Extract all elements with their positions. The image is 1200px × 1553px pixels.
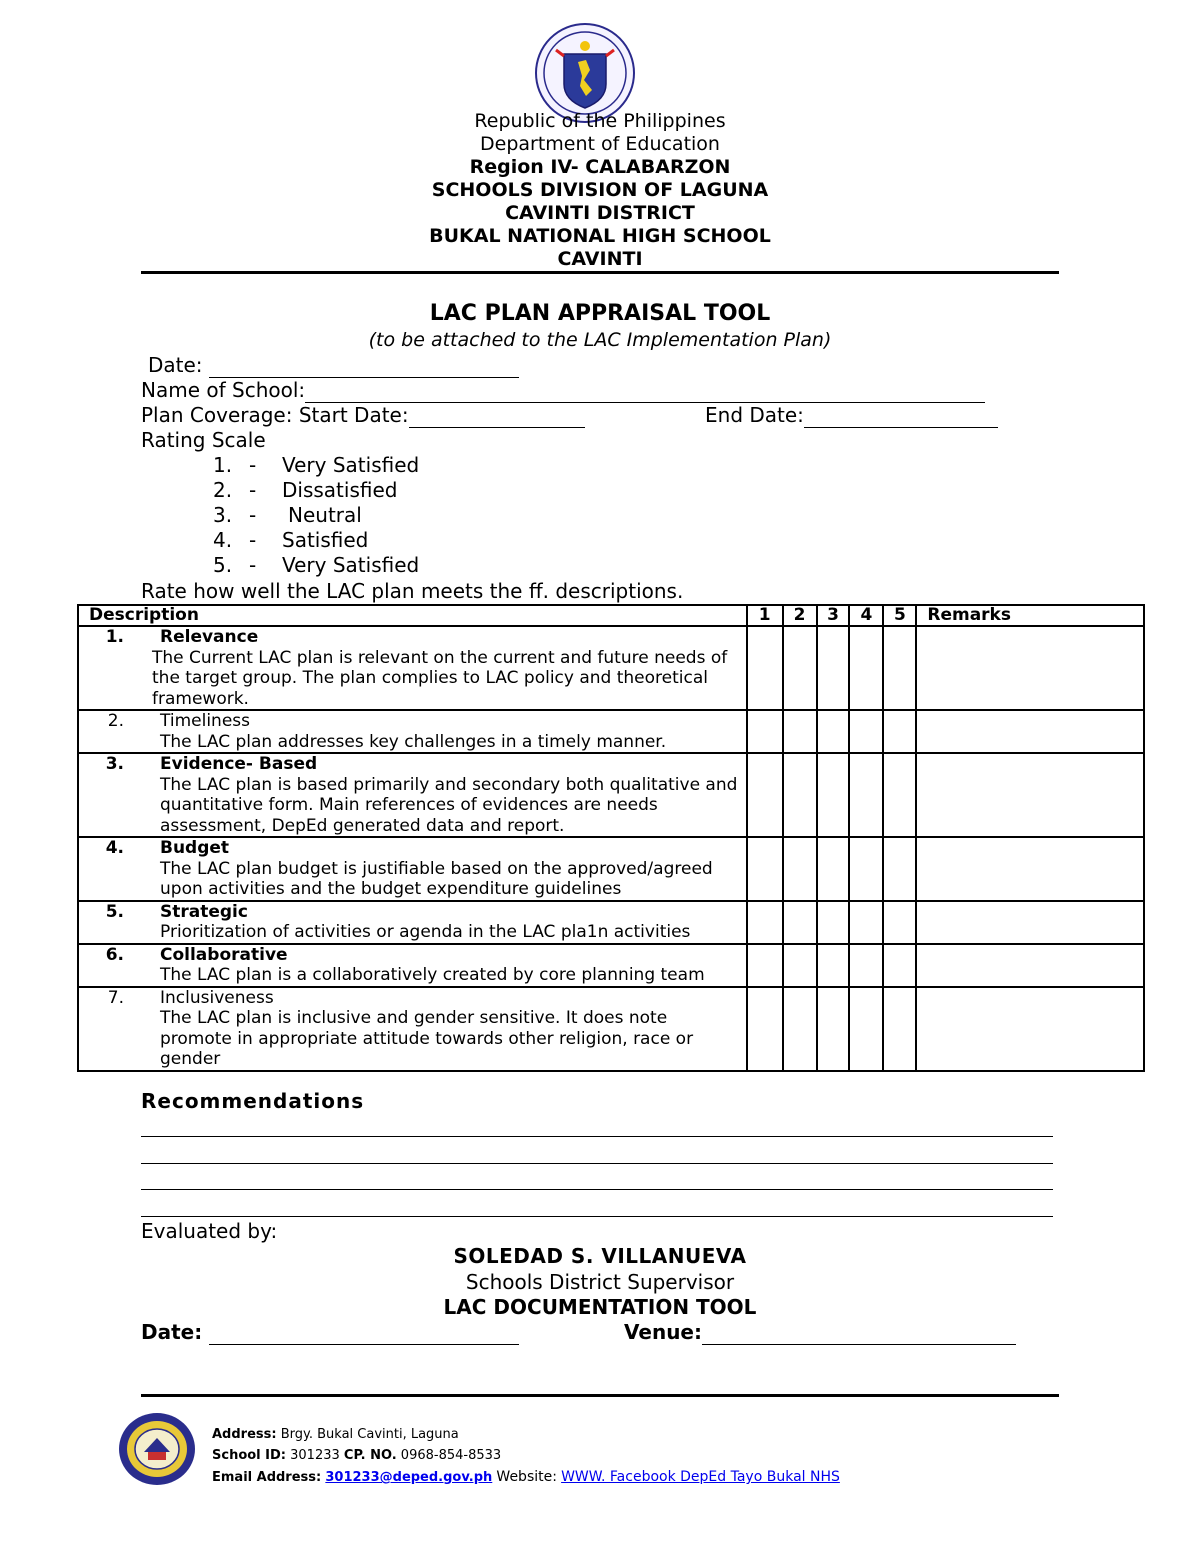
rating-cell[interactable] [817, 837, 850, 901]
table-row [78, 901, 1144, 944]
venue-field[interactable] [624, 1320, 1016, 1345]
website-link[interactable]: WWW. Facebook DepEd Tayo Bukal NHS [561, 1469, 840, 1485]
school-label: Name of School: [141, 378, 306, 402]
header-remarks: Remarks [916, 605, 1144, 626]
end-date-field[interactable] [705, 403, 998, 428]
rating-cell[interactable] [747, 753, 783, 837]
scale-item: 4. - Satisfied [213, 528, 369, 552]
eval-date-label: Date: [141, 1320, 203, 1344]
recommendation-line[interactable] [141, 1136, 1053, 1137]
school-input-line[interactable] [305, 382, 985, 403]
school-seal-logo [118, 1412, 196, 1486]
description-cell: 3. Evidence- Based The LAC plan is based primarily and secondary both qualitative and quantitative form. Main references of evidences are needs assessment, DepEd generated data and report. [78, 753, 747, 837]
rating-instruction: Rate how well the LAC plan meets the ff. descriptions. [141, 579, 684, 603]
rating-cell[interactable] [817, 944, 850, 987]
eval-date-input-line[interactable] [209, 1324, 519, 1345]
remarks-cell[interactable] [916, 944, 1144, 987]
header-division: SCHOOLS DIVISION OF LAGUNA [431, 179, 769, 201]
table-row [78, 753, 1144, 837]
recommendations-label: Recommendations [141, 1089, 365, 1113]
header-region: Region IV- CALABARZON [469, 156, 731, 178]
recommendation-line[interactable] [141, 1163, 1053, 1164]
description-cell: 1. Relevance The Current LAC plan is relevant on the current and future needs of the target group. The plan complies to LAC policy and theoretical framework. [78, 626, 747, 710]
rating-cell[interactable] [849, 837, 883, 901]
footer-contact: Email Address: 301233@deped.gov.ph Website: WWW. Facebook DepEd Tayo Bukal NHS [212, 1469, 840, 1485]
rating-cell[interactable] [783, 626, 817, 710]
scale-item: 1. - Very Satisfied [213, 453, 420, 477]
rating-cell[interactable] [817, 987, 850, 1071]
form-title: LAC PLAN APPRAISAL TOOL [429, 301, 771, 326]
rating-cell[interactable] [783, 987, 817, 1071]
rating-cell[interactable] [783, 944, 817, 987]
rating-cell[interactable] [747, 837, 783, 901]
email-link[interactable]: 301233@deped.gov.ph [325, 1470, 493, 1485]
table-header-row [78, 605, 1144, 626]
header-school: BUKAL NATIONAL HIGH SCHOOL [429, 225, 771, 247]
date-input-line[interactable] [209, 357, 519, 378]
eval-date-field[interactable] [141, 1320, 519, 1345]
rating-cell[interactable] [747, 944, 783, 987]
rating-cell[interactable] [883, 987, 916, 1071]
rating-cell[interactable] [883, 837, 916, 901]
rating-cell[interactable] [783, 753, 817, 837]
description-cell: 4. Budget The LAC plan budget is justifiable based on the approved/agreed upon activities and the budget expenditure guidelines [78, 837, 747, 901]
rating-cell[interactable] [849, 710, 883, 753]
rating-cell[interactable] [783, 901, 817, 944]
form-subtitle: (to be attached to the LAC Implementation Plan) [368, 329, 832, 351]
header-description: Description [78, 605, 747, 626]
header-department: Department of Education [480, 133, 720, 155]
rating-cell[interactable] [849, 987, 883, 1071]
rating-cell[interactable] [883, 901, 916, 944]
rating-table [77, 604, 1145, 1072]
remarks-cell[interactable] [916, 987, 1144, 1071]
table-row [78, 837, 1144, 901]
rating-cell[interactable] [849, 626, 883, 710]
scale-item: 2. - Dissatisfied [213, 478, 398, 502]
header-rating-2: 2 [783, 605, 817, 626]
rating-cell[interactable] [849, 944, 883, 987]
header-rating-4: 4 [849, 605, 883, 626]
documentation-title: LAC DOCUMENTATION TOOL [443, 1295, 757, 1319]
footer-divider [141, 1394, 1059, 1397]
table-row [78, 987, 1144, 1071]
table-row [78, 626, 1144, 710]
evaluated-by-label: Evaluated by: [141, 1219, 278, 1243]
coverage-label: Plan Coverage: Start Date: [141, 403, 409, 427]
rating-cell[interactable] [883, 710, 916, 753]
date-label: Date: [148, 353, 203, 377]
rating-cell[interactable] [747, 901, 783, 944]
header-town: CAVINTI [557, 248, 643, 270]
description-cell: 5. Strategic Prioritization of activities or agenda in the LAC pla1n activities [78, 901, 747, 944]
footer-address: Address: Brgy. Bukal Cavinti, Laguna [212, 1427, 459, 1442]
header-divider [141, 271, 1059, 274]
table-row [78, 710, 1144, 753]
start-date-input-line[interactable] [409, 407, 585, 428]
header-district: CAVINTI DISTRICT [505, 202, 695, 224]
recommendation-line[interactable] [141, 1216, 1053, 1217]
header-rating-1: 1 [747, 605, 783, 626]
rating-cell[interactable] [817, 626, 850, 710]
scale-item: 5. - Very Satisfied [213, 553, 420, 577]
rating-cell[interactable] [747, 987, 783, 1071]
rating-cell[interactable] [817, 710, 850, 753]
rating-cell[interactable] [783, 710, 817, 753]
coverage-field[interactable] [141, 403, 585, 428]
rating-cell[interactable] [883, 626, 916, 710]
table-row [78, 944, 1144, 987]
recommendation-line[interactable] [141, 1189, 1053, 1190]
rating-cell[interactable] [747, 710, 783, 753]
rating-cell[interactable] [783, 837, 817, 901]
venue-input-line[interactable] [702, 1324, 1016, 1345]
rating-cell[interactable] [883, 753, 916, 837]
school-field[interactable] [141, 378, 985, 403]
end-date-label: End Date: [705, 403, 804, 427]
remarks-cell[interactable] [916, 626, 1144, 710]
description-cell: 2. Timeliness The LAC plan addresses key challenges in a timely manner. [78, 710, 747, 753]
rating-cell[interactable] [747, 626, 783, 710]
header-rating-5: 5 [883, 605, 916, 626]
footer-school-id: School ID: 301233 CP. NO. 0968-854-8533 [212, 1448, 502, 1463]
rating-cell[interactable] [817, 753, 850, 837]
remarks-cell[interactable] [916, 710, 1144, 753]
rating-scale-label: Rating Scale [141, 428, 266, 452]
header-rating-3: 3 [817, 605, 850, 626]
end-date-input-line[interactable] [804, 407, 998, 428]
header-republic: Republic of the Philippines [474, 110, 726, 132]
description-cell: 7. Inclusiveness The LAC plan is inclusive and gender sensitive. It does note promote in appropriate attitude towards other religion, race or gender [78, 987, 747, 1071]
rating-cell[interactable] [817, 901, 850, 944]
remarks-cell[interactable] [916, 901, 1144, 944]
rating-cell[interactable] [849, 901, 883, 944]
rating-cell[interactable] [883, 944, 916, 987]
scale-item: 3. - Neutral [213, 503, 362, 527]
rating-cell[interactable] [849, 753, 883, 837]
date-field[interactable] [148, 353, 519, 378]
venue-label: Venue: [624, 1320, 702, 1344]
deped-seal-logo [534, 22, 636, 124]
evaluator-name: SOLEDAD S. VILLANUEVA [453, 1244, 747, 1268]
remarks-cell[interactable] [916, 753, 1144, 837]
description-cell: 6. Collaborative The LAC plan is a collaboratively created by core planning team [78, 944, 747, 987]
evaluator-position: Schools District Supervisor [465, 1270, 735, 1294]
remarks-cell[interactable] [916, 837, 1144, 901]
